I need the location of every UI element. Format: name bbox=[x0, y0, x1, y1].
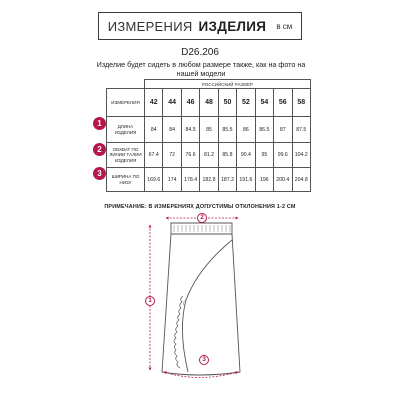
row-badge-1: 1 bbox=[93, 117, 106, 130]
table-cell: 81.2 bbox=[200, 143, 218, 168]
table-cell: 67.4 bbox=[145, 143, 163, 168]
title-measurements: ИЗМЕРЕНИЯ bbox=[107, 18, 193, 34]
row-label-hem-width: ШИРИНА ПО НИЗУ bbox=[107, 168, 145, 192]
size-header: 42 bbox=[145, 89, 163, 117]
table-cell: 182.8 bbox=[200, 168, 218, 192]
table-cell: 86 bbox=[237, 117, 255, 143]
table-cell: 95 bbox=[255, 143, 273, 168]
table-cell: 85 bbox=[200, 117, 218, 143]
table-cell: 84 bbox=[163, 117, 181, 143]
corner-label: ИЗМЕРЕНИЯ bbox=[107, 89, 145, 117]
table-cell: 84.5 bbox=[181, 117, 199, 143]
size-header: 44 bbox=[163, 89, 181, 117]
table-cell: 191.6 bbox=[237, 168, 255, 192]
table-cell: 104.2 bbox=[292, 143, 311, 168]
size-header: 48 bbox=[200, 89, 218, 117]
row-label-waist: ОБХВАТ ПО ЛИНИИ ТАЛИИ ИЗДЕЛИЯ bbox=[107, 143, 145, 168]
size-header: 52 bbox=[237, 89, 255, 117]
table-cell: 204.8 bbox=[292, 168, 311, 192]
title-unit: в см bbox=[276, 21, 293, 31]
table-cell: 72 bbox=[163, 143, 181, 168]
size-header: 50 bbox=[218, 89, 236, 117]
row-badge-3: 3 bbox=[93, 167, 106, 180]
fit-note: Изделие будет сидеть в любом размере также, как на фото на нашей модели bbox=[96, 60, 306, 78]
table-cell: 178.4 bbox=[181, 168, 199, 192]
diagram-badge-1: 1 bbox=[145, 296, 155, 306]
size-header: 54 bbox=[255, 89, 273, 117]
row-label-length: ДЛИНА ИЗДЕЛИЯ bbox=[107, 117, 145, 143]
size-header: 56 bbox=[274, 89, 292, 117]
title-garment: ИЗДЕЛИЯ bbox=[198, 18, 267, 34]
table-cell: 86.5 bbox=[255, 117, 273, 143]
table-cell: 200.4 bbox=[274, 168, 292, 192]
table-cell: 196 bbox=[255, 168, 273, 192]
table-cell: 87.5 bbox=[292, 117, 311, 143]
article-number: D26.206 bbox=[181, 47, 219, 58]
table-cell: 76.6 bbox=[181, 143, 199, 168]
table-cell: 85.5 bbox=[218, 117, 236, 143]
table-cell: 85.8 bbox=[218, 143, 236, 168]
table-cell: 174 bbox=[163, 168, 181, 192]
size-header: 46 bbox=[181, 89, 199, 117]
size-range-title: РОССИЙСКИЙ РАЗМЕР bbox=[145, 80, 311, 89]
table-cell: 84 bbox=[145, 117, 163, 143]
row-badge-2: 2 bbox=[93, 143, 106, 156]
skirt-outline bbox=[162, 223, 240, 375]
table-cell: 87 bbox=[274, 117, 292, 143]
size-header: 58 bbox=[292, 89, 311, 117]
tolerance-note: ПРИМЕЧАНИЕ: В ИЗМЕРЕНИЯХ ДОПУСТИМЫ ОТКЛОНЕНИЯ 1-2 СМ bbox=[104, 204, 296, 210]
table-cell: 90.4 bbox=[237, 143, 255, 168]
table-cell: 169.6 bbox=[145, 168, 163, 192]
table-cell: 99.6 bbox=[274, 143, 292, 168]
diagram-badge-2: 2 bbox=[197, 213, 207, 223]
diagram-badge-3: 3 bbox=[199, 355, 209, 365]
table-cell: 187.2 bbox=[218, 168, 236, 192]
